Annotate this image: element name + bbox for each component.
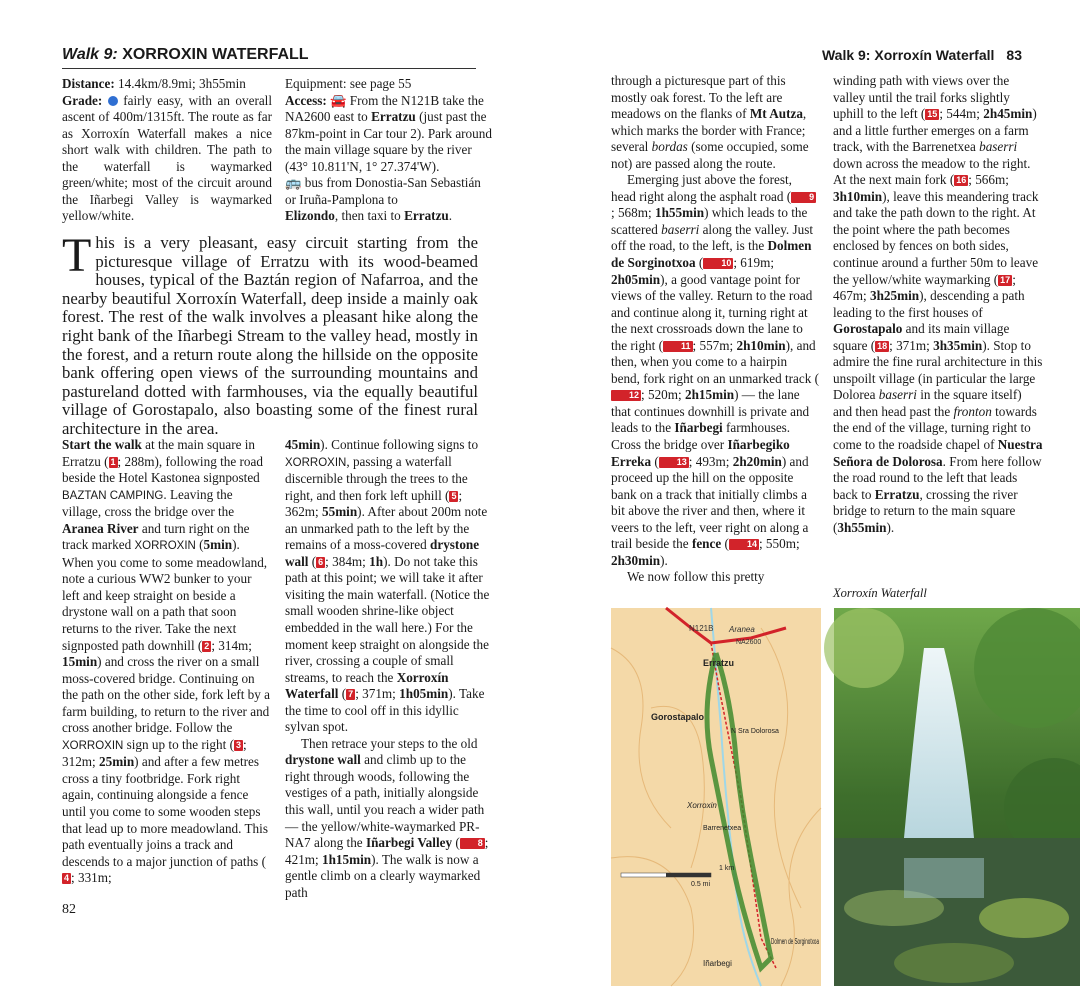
map-label: Gorostapalo bbox=[651, 712, 705, 722]
text-run: ; 550m; bbox=[758, 536, 800, 552]
text-run: ; 619m; bbox=[733, 255, 775, 271]
text-run: Equipment: bbox=[285, 76, 347, 91]
text-run: ; 314m; bbox=[211, 637, 252, 653]
bus-icon: 🚌 bbox=[285, 175, 302, 190]
text-run: ; 566m; bbox=[968, 172, 1009, 188]
text-run: Dolmen de Sorginotxoa bbox=[611, 238, 812, 271]
text-run: see page 55 bbox=[349, 76, 412, 91]
text-run: ). When you come to some meadowland, note a curious WW2 bunker to your left and keep straight on beside a drystone wall on a path that soon returns to the river. Take the next signposted path downhill ( bbox=[62, 537, 268, 653]
info-box-left bbox=[62, 76, 272, 225]
distance-line bbox=[62, 76, 272, 93]
text-run: 45min bbox=[285, 437, 321, 452]
text-run: ). Continue following signs to bbox=[320, 437, 479, 452]
text-run: XORROXIN bbox=[134, 540, 196, 553]
map-label: Aranea bbox=[729, 625, 755, 634]
text-run: ) and a little further emerges on a farm track, with the Barrenetxea bbox=[833, 106, 1037, 155]
text-run: 1h55min bbox=[654, 205, 705, 221]
waterfall-photo bbox=[834, 608, 1080, 986]
text-run: ) and after a few metres cross a tiny footbridge. Fork right again, continuing alongside a fence until you come to some wooden steps that lead up to more meadowland. This path eventually joins a track and descends to a major junction of paths ( bbox=[62, 754, 268, 869]
header-rule bbox=[62, 68, 476, 69]
map-label: NA2600 bbox=[736, 639, 762, 646]
text-run: 55min bbox=[322, 504, 358, 520]
waypoint-marker: 17 bbox=[1000, 274, 1011, 285]
photo-foliage bbox=[824, 608, 904, 688]
text-run: 2h10min bbox=[736, 337, 786, 353]
map-label: Barrenetxea bbox=[703, 825, 742, 832]
text-run: baserri bbox=[979, 139, 1018, 155]
text-run: baserri bbox=[661, 221, 700, 237]
text-run: ; 384m; bbox=[325, 553, 366, 569]
text-run: 2h15min bbox=[684, 387, 735, 403]
text-run: Iñarbegiko Erreka bbox=[611, 437, 790, 469]
text-run: ; 467m; bbox=[833, 271, 1016, 304]
text-run: drystone wall bbox=[285, 537, 480, 569]
text-run: . bbox=[448, 208, 453, 223]
info-box-right bbox=[285, 76, 495, 225]
text-run: ). The walk is now a gentle climb on a clearly waymarked path bbox=[285, 851, 481, 900]
text-run: Then retrace your steps to the old bbox=[301, 735, 478, 751]
text-run: ( bbox=[341, 686, 347, 702]
text-run: ( bbox=[455, 835, 460, 851]
map-label: Erratzu bbox=[703, 658, 735, 668]
text-run: ; 371m; bbox=[355, 686, 396, 702]
text-run: fronton bbox=[953, 403, 992, 419]
text-run: ( bbox=[654, 453, 659, 469]
text-run: 1h bbox=[369, 553, 384, 569]
text-run: 2h20min bbox=[732, 453, 782, 469]
text-run: 2h30min bbox=[611, 552, 661, 568]
text-run: bordas bbox=[651, 139, 688, 155]
page-number-left: 82 bbox=[62, 902, 76, 917]
text-run: XORROXIN bbox=[285, 456, 347, 469]
text-run: ; 371m; bbox=[889, 337, 930, 353]
photo-rock bbox=[894, 943, 1014, 983]
text-run: (some occupied, some not) are passed along the route. bbox=[611, 139, 809, 171]
drop-cap: T bbox=[62, 229, 92, 282]
text-run: ; 421m; bbox=[285, 835, 489, 867]
grade-dot-icon bbox=[108, 96, 118, 106]
text-column-1 bbox=[62, 437, 272, 887]
text-run: BAZTAN CAMPING bbox=[62, 489, 164, 502]
walk-title: XORROXIN WATERFALL bbox=[122, 46, 309, 63]
text-run: farmhouses. Cross the bridge over bbox=[611, 420, 791, 453]
text-run: ), a good vantage point for views of the valley. Return to the road and continue along it, turning right at the next crossroads down the lane to the right ( bbox=[611, 271, 813, 353]
intro-paragraph bbox=[62, 229, 478, 439]
text-run: down across the meadow to the right. At the next main fork ( bbox=[833, 155, 1031, 188]
text-run: 3h10min bbox=[833, 188, 883, 204]
text-run: We now follow this pretty bbox=[627, 569, 765, 585]
waypoint-marker: 18 bbox=[877, 340, 888, 351]
text-run: drystone wall bbox=[285, 752, 361, 768]
page-number-right: 83 bbox=[1006, 47, 1022, 63]
waypoint-marker: 8 bbox=[460, 838, 485, 849]
text-run: , which marks the border with France; several bbox=[611, 106, 807, 155]
text-run: along the valley. Just off the road, to the left, is the bbox=[611, 221, 814, 254]
text-run: Distance: bbox=[62, 76, 115, 91]
text-run: Access: bbox=[285, 92, 327, 108]
text-run: ; 520m; bbox=[641, 387, 682, 403]
map-label: Xorroxin bbox=[687, 801, 717, 810]
text-run: Emerging just above the forest, head right along the asphalt road ( bbox=[611, 172, 792, 204]
text-run: 3h25min bbox=[870, 288, 920, 304]
text-run: ), leave this meandering track and take the path down to the right. At the point where the path becomes enclosed by fences on both sides, continue around a further 50m to leave the yellow/white waymarking ( bbox=[833, 188, 1039, 287]
map-label: Dolmen de Sorginotxoa bbox=[771, 937, 820, 946]
text-run: Erratzu bbox=[874, 486, 920, 502]
map-label: 0.5 mi bbox=[691, 881, 711, 888]
text-run: ), and then, when you come to a hairpin bend, fork right on an unmarked track ( bbox=[611, 337, 819, 386]
text-run: ) and proceed up the hill on the opposite bank on a track that initially climbs a bit above the river and then, where it veers to the left, veer right on along a trail beside the bbox=[611, 453, 809, 552]
text-run: ( bbox=[199, 537, 204, 553]
access-block bbox=[285, 93, 495, 225]
text-run: ). bbox=[660, 552, 668, 568]
text-run: ; 288m), following the road beside the Hotel Kastonea signposted bbox=[62, 453, 263, 486]
text-run: Iñarbegi Valley bbox=[365, 835, 453, 851]
text-run: ). Do not take this path at this point; we will take it after visiting the main waterfall. (Notice the small wooden shrine-like object embedded in the wall here.) For the moment keep straight on alongside the river, crossing a couple of small streams, to reach the bbox=[285, 553, 490, 685]
text-run: ( bbox=[698, 255, 704, 271]
waypoint-marker: 1 bbox=[110, 456, 116, 467]
text-run: Grade: bbox=[62, 92, 103, 108]
text-run: ; 568m; bbox=[611, 205, 652, 221]
text-run: Aranea River bbox=[62, 520, 139, 536]
photo-stream bbox=[904, 858, 984, 898]
text-run: . Leaving the village, cross the bridge over the bbox=[62, 486, 235, 520]
waypoint-marker: 16 bbox=[956, 175, 967, 186]
text-run: 14.4km/8.9mi; 3h55min bbox=[118, 76, 246, 91]
grade-block bbox=[62, 93, 272, 225]
text-run: ; 493m; bbox=[688, 453, 730, 469]
waypoint-marker: 2 bbox=[204, 640, 210, 651]
car-icon: 🚘 bbox=[330, 92, 347, 108]
text-run: Gorostapalo bbox=[833, 321, 903, 337]
text-run: , crossing the river bridge to return to the main square ( bbox=[833, 486, 1018, 535]
text-run: ). Stop to admire the fine rural architecture in this unspoilt village (in particular the large Dolorea bbox=[833, 337, 1043, 403]
text-run: ; 544m; bbox=[939, 106, 980, 122]
text-run: in the square itself) and then head past the bbox=[833, 387, 1022, 419]
waypoint-marker: 13 bbox=[659, 457, 689, 468]
text-run: ) — the lane that continues downhill is private and leads to the bbox=[611, 387, 810, 436]
text-run: ( bbox=[311, 553, 317, 569]
text-run: Erratzu bbox=[404, 208, 449, 223]
text-run: 5min bbox=[203, 537, 233, 553]
text-run: and its main village square ( bbox=[833, 321, 1010, 353]
text-run: 3h55min bbox=[837, 519, 887, 535]
map-label: N121B bbox=[689, 624, 714, 633]
text-run: Start the walk bbox=[62, 437, 142, 452]
text-run: his is a very pleasant, easy circuit starting from the picturesque village of Erratzu with its wood-beamed houses, typical of the Baztán region of Nafarroa, and the nearby beautiful Xorroxín Waterfall, deep inside a mainly oak forest. The rest of the walk involves a pleasant hike along the right bank of the Iñarbegi Stream to the valley head, mostly in the forest, and a return route along the hillside on the opposite bank offering open views of the surrounding mountains and pastureland dotted with farmhouses, via the equally beautiful village of Gorostapalo, also boasting some of the finest rural architecture in the area. bbox=[62, 233, 478, 438]
text-column-2 bbox=[285, 437, 492, 901]
text-run: Elizondo bbox=[285, 208, 335, 223]
map-label: Iñarbegi bbox=[703, 959, 732, 968]
text-run: 25min bbox=[99, 754, 135, 770]
text-run: bus from Donostia-San Sebastián or Iruña-Pamplona to bbox=[285, 175, 481, 207]
text-run: ) and cross the river on a small moss-covered bridge. Continuing on the path on the other side, fork left by a farm building, to return to the river and cross another bridge. Follow the bbox=[62, 654, 271, 736]
text-run: fence bbox=[691, 536, 722, 552]
text-run: at the main square in Erratzu ( bbox=[62, 437, 256, 469]
text-run: From the N121B take the NA2600 east to bbox=[285, 92, 484, 124]
walk-header bbox=[62, 46, 309, 64]
text-run: 15min bbox=[62, 654, 98, 670]
text-run: Mt Autza bbox=[749, 106, 803, 122]
photo-caption: Xorroxín Waterfall bbox=[833, 586, 927, 600]
text-run: 1h05min bbox=[399, 686, 449, 702]
waypoint-marker: 9 bbox=[791, 192, 816, 203]
text-run: Xorroxín Waterfall bbox=[285, 669, 449, 702]
waypoint-marker: 11 bbox=[663, 341, 693, 352]
text-run: ). bbox=[886, 519, 895, 535]
text-run: 2h45min bbox=[983, 106, 1033, 122]
text-run: . From here follow the road round to the left that leads back to bbox=[833, 453, 1042, 502]
text-run: (just past the 87km-point in Car tour 2). Park around the main village square by the river (43° 10.811'N, 1° 27.374'W). bbox=[285, 109, 492, 174]
text-column-4 bbox=[833, 73, 1043, 536]
text-run: ; 362m; bbox=[285, 487, 463, 520]
text-run: 2h05min bbox=[611, 271, 661, 287]
text-run: ; 557m; bbox=[692, 337, 734, 353]
waypoint-marker: 14 bbox=[729, 539, 759, 550]
text-run: ). Take the time to cool off in this idyllic sylvan spot. bbox=[285, 686, 485, 735]
route-map bbox=[611, 608, 821, 986]
waypoint-marker: 15 bbox=[927, 109, 938, 120]
waypoint-marker: 10 bbox=[703, 258, 733, 269]
text-run: Nuestra Señora de Dolorosa bbox=[833, 437, 1043, 469]
text-run: ). After about 200m note an unmarked path to the left by the remains of a moss-covered bbox=[285, 504, 488, 553]
equipment-line bbox=[285, 76, 495, 93]
map-label: 1 km bbox=[719, 865, 735, 872]
text-run: XORROXIN bbox=[62, 739, 124, 752]
photo-rock bbox=[979, 898, 1069, 938]
text-run: 3h35min bbox=[933, 337, 983, 353]
waypoint-marker: 3 bbox=[235, 739, 241, 750]
text-run: through a picturesque part of this mostly oak forest. To the left are meadows on the flanks of bbox=[611, 73, 786, 122]
map-label: N Sra Dolorosa bbox=[731, 728, 779, 735]
text-run: towards the end of the village, turning right to come to the roadside chapel of bbox=[833, 403, 1037, 453]
text-run: and climb up to the right through woods, following the vestiges of a path, initially alongside this wall, until you reach a wider path — the yellow/white-waymarked PR-NA7 along the bbox=[285, 752, 485, 851]
text-run: Erratzu bbox=[371, 109, 416, 124]
text-run: ), descending a path leading to the first houses of bbox=[833, 288, 1025, 320]
running-header bbox=[822, 47, 1022, 63]
left-page bbox=[0, 0, 540, 986]
text-run: and turn right on the track marked bbox=[62, 520, 250, 553]
text-run: , then taxi to bbox=[334, 208, 401, 223]
text-run: 1h15min bbox=[322, 851, 372, 867]
text-column-3 bbox=[611, 73, 819, 586]
waypoint-marker: 6 bbox=[318, 556, 324, 567]
text-run: baserri bbox=[878, 387, 917, 403]
text-run: winding path with views over the valley until the trail forks slightly uphill to the left ( bbox=[833, 73, 1010, 122]
text-run: ; 331m; bbox=[71, 870, 112, 886]
waypoint-marker: 5 bbox=[451, 490, 457, 501]
text-run: sign up to the right ( bbox=[126, 736, 234, 752]
text-run: , passing a waterfall discernible through the trees to the right, and then fork left uphill ( bbox=[285, 453, 468, 503]
text-run: Walk 9: Xorroxín Waterfall bbox=[821, 47, 995, 63]
text-run: ( bbox=[724, 536, 729, 552]
waypoint-marker: 7 bbox=[348, 689, 354, 700]
text-run: fairly easy, with an overall ascent of 400m/1315ft. The route as far as Xorroxín Waterfall makes a nice short walk with children. The path to the waterfall is waymarked green/white; most of the circuit around the Iñarbegi Valley is waymarked yellow/white. bbox=[62, 92, 273, 223]
walk-number: Walk 9: bbox=[62, 46, 118, 63]
text-run: ; 312m; bbox=[62, 736, 247, 770]
waypoint-marker: 12 bbox=[611, 390, 641, 401]
text-run: Iñarbegi bbox=[674, 420, 723, 436]
waypoint-marker: 4 bbox=[64, 873, 70, 884]
text-run: ) which leads to the scattered bbox=[611, 205, 808, 237]
scale-bar-fill bbox=[666, 873, 711, 877]
